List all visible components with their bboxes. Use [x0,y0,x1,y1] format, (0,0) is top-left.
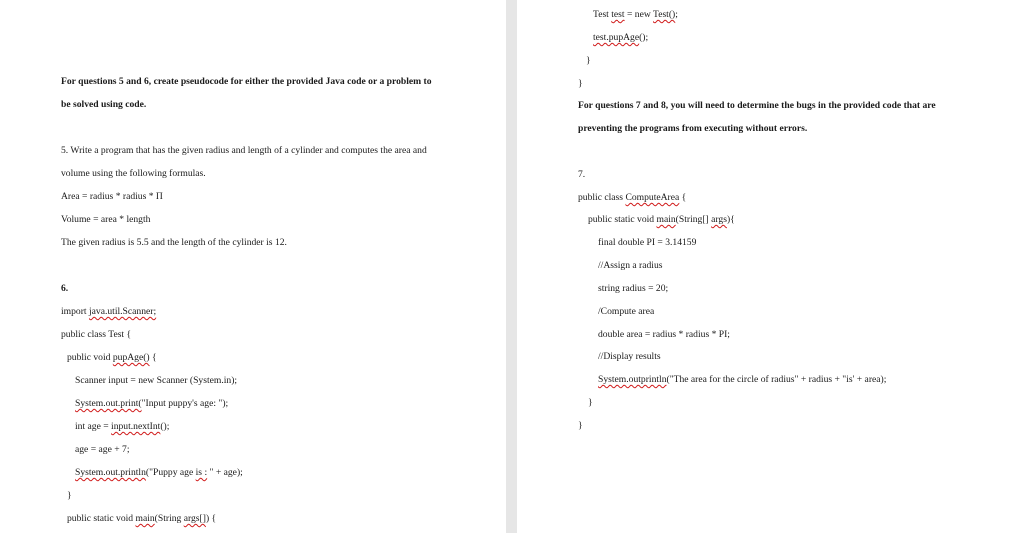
code-class-decl: public class Test { [61,329,132,340]
code-method-decl: public void pupAge() { [67,352,157,363]
questions-7-8-heading-line2: preventing the programs from executing without errors. [578,123,808,134]
given-values: The given radius is 5.5 and the length of the cylinder is 12. [61,237,287,248]
code-close-brace-1: } [586,55,591,66]
code-close-brace-inner: } [588,397,593,408]
code-import-line: import java.util.Scanner; [61,306,157,317]
code-scanner-line: Scanner input = new Scanner (System.in); [75,375,238,386]
questions-5-6-heading-line2: be solved using code. [61,99,147,110]
questions-5-6-heading-line1: For questions 5 and 6, create pseudocode for either the provided Java code or a problem to [61,76,432,87]
q5-text-line2: volume using the following formulas. [61,168,206,179]
code-age-increment-line: age = age + 7; [75,444,130,455]
code-comment-display: //Display results [598,351,661,362]
code-print-result-line: System.outprintln("The area for the circle of radius" + radius + "is' + area); [598,374,887,385]
code-close-brace-outer: } [578,420,583,431]
code-comment-radius: //Assign a radius [598,260,663,271]
code-close-brace: } [67,490,72,501]
q7-number: 7. [578,169,586,180]
code-int-age-line: int age = input.nextInt(); [75,421,170,432]
volume-formula: Volume = area * length [61,214,151,225]
code-main-decl-q7: public static void main(String[] args){ [588,214,735,225]
code-main-decl: public static void main(String args[]) { [67,513,217,524]
questions-7-8-heading-line1: For questions 7 and 8, you will need to determine the bugs in the provided code that are [578,100,936,111]
code-class-computearea: public class ComputeArea { [578,192,687,203]
code-close-brace-2: } [578,78,583,89]
left-page [0,0,506,533]
q5-text-line1: 5. Write a program that has the given radius and length of a cylinder and computes the area and [61,145,427,156]
code-test-instance-line: Test test = new Test(); [593,9,678,20]
right-page [517,0,1024,533]
code-print-line: System.out.print("Input puppy's age: "); [75,398,229,409]
code-pi-line: final double PI = 3.14159 [598,237,697,248]
code-radius-line: string radius = 20; [598,283,669,294]
area-formula: Area = radius * radius * Π [61,191,163,202]
code-comment-compute: /Compute area [598,306,655,317]
q6-number: 6. [61,283,69,294]
code-area-line: double area = radius * radius * PI; [598,329,730,340]
code-println-line: System.out.println("Puppy age is : " + age); [75,467,243,478]
code-pupage-call-line: test.pupAge(); [593,32,649,43]
